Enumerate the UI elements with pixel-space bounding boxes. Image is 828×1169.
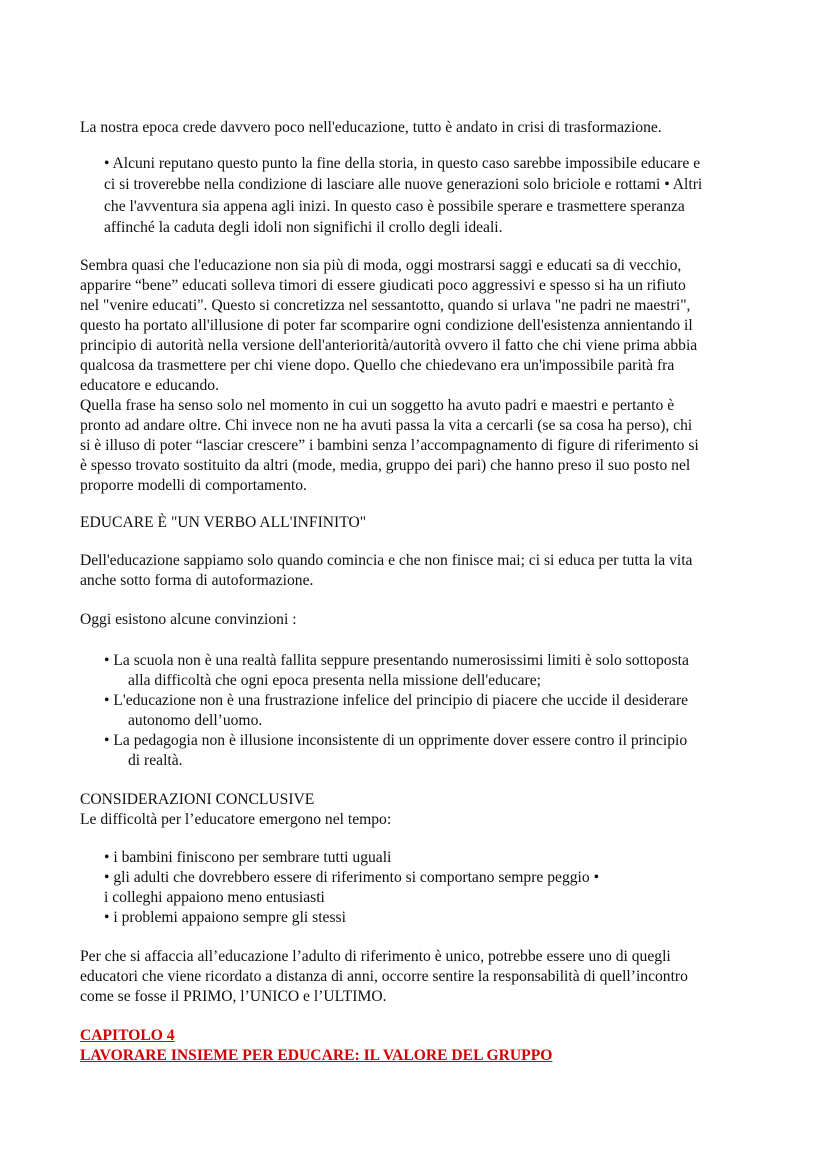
text-line: educatore e educando. [80,377,219,394]
list-line: • La pedagogia non è illusione inconsistente di un opprimente dover essere contro il principio [104,732,688,749]
section-heading-considerazioni [80,790,780,830]
text-line: principio di autorità nella versione dell'anteriorità/autorità ovvero il fatto che chi viene prima abbia [80,337,698,354]
text-line: si è illuso di poter “lasciar crescere” i bambini senza l’accompagnamento di figure di riferimento si [80,437,699,454]
bullet-list-3 [104,848,804,928]
list-line: • i bambini finiscono per sembrare tutti uguali [104,849,392,866]
text-line: Sembra quasi che l'educazione non sia più di moda, oggi mostrarsi saggi e educati sa di vecchio, [80,257,682,274]
section-heading-educare [80,513,780,533]
text-line: questo ha portato all'illusione di poter far scomparire ogni condizione dell'esistenza annientando il [80,317,693,334]
text-line: qualcosa da trasmettere per chi viene dopo. Quello che chiedevano era un'impossibile parità fra [80,357,675,374]
text-line: proporre modelli di comportamento. [80,477,307,494]
text-line: pronto ad andare oltre. Chi invece non ne ha avuti passa la vita a cercarli (se sa cosa ha perso), chi [80,417,693,434]
list-line: • gli adulti che dovrebbero essere di riferimento si comportano sempre peggio • [104,869,600,886]
list-line: • L'educazione non è una frustrazione infelice del principio di piacere che uccide il desiderare [104,692,689,709]
chapter-number: CAPITOLO 4 [80,1027,175,1044]
chapter-title: LAVORARE INSIEME PER EDUCARE: IL VALORE DEL GRUPPO [80,1047,553,1064]
list-line: • i problemi appaiono sempre gli stessi [104,909,346,926]
text-line: La nostra epoca crede davvero poco nell'educazione, tutto è andato in crisi di trasformazione. [80,119,662,136]
text-line: educatori che viene ricordato a distanza di anni, occorre sentire la responsabilità di quell’incontro [80,968,688,985]
list-line: i colleghi appaiono meno entusiasti [104,889,325,906]
list-line: che l'avventura sia appena agli inizi. In questo caso è possibile sperare e trasmettere speranza [104,197,685,215]
heading-text: CONSIDERAZIONI CONCLUSIVE [80,791,315,808]
intro-paragraph [80,118,780,138]
text-line: è spesso trovato sostituito da altri (mode, media, gruppo dei pari) che hanno preso il suo posto nel [80,457,691,474]
bullet-list-2 [104,651,804,771]
heading-text: EDUCARE È "UN VERBO ALL'INFINITO" [80,514,367,531]
text-line: Oggi esistono alcune convinzioni : [80,611,297,628]
chapter-heading [80,1026,780,1066]
paragraph-4 [80,610,780,630]
list-line: affinché la caduta degli idoli non significhi il crollo degli ideali. [104,218,503,236]
list-line: ci si troverebbe nella condizione di lasciare alle nuove generazioni solo briciole e rottami • Altri [104,176,703,194]
text-line: come se fosse il PRIMO, l’UNICO e l’ULTIMO. [80,988,387,1005]
text-line: Dell'educazione sappiamo solo quando comincia e che non finisce mai; ci si educa per tutta la vita [80,552,693,569]
list-line: • Alcuni reputano questo punto la fine della storia, in questo caso sarebbe impossibile educare e [104,155,701,172]
text-line: apparire “bene” educati solleva timori di essere giudicati poco aggressivi e spesso si ha un rifiuto [80,277,686,294]
list-line: • La scuola non è una realtà fallita seppure presentando numerosissimi limiti è solo sottoposta [104,652,689,669]
text-line: Le difficoltà per l’educatore emergono nel tempo: [80,811,392,828]
text-line: Quella frase ha senso solo nel momento in cui un soggetto ha avuto padri e maestri e pertanto è [80,397,675,414]
bullet-list-1 [104,153,804,238]
paragraph-3 [80,551,780,591]
text-line: Per che si affaccia all’educazione l’adulto di riferimento è unico, potrebbe essere uno di quegli [80,948,671,965]
text-line: nel "venire educati". Questo si concretizza nel sessantotto, quando si urlava "ne padri ne maestri", [80,297,691,314]
list-line: alla difficoltà che ogni epoca presenta nella missione dell'educare; [128,672,541,689]
list-line: autonomo dell’uomo. [128,712,263,729]
paragraph-6 [80,947,780,1007]
paragraph-2 [80,256,780,496]
list-line: di realtà. [128,752,183,769]
text-line: anche sotto forma di autoformazione. [80,572,314,589]
